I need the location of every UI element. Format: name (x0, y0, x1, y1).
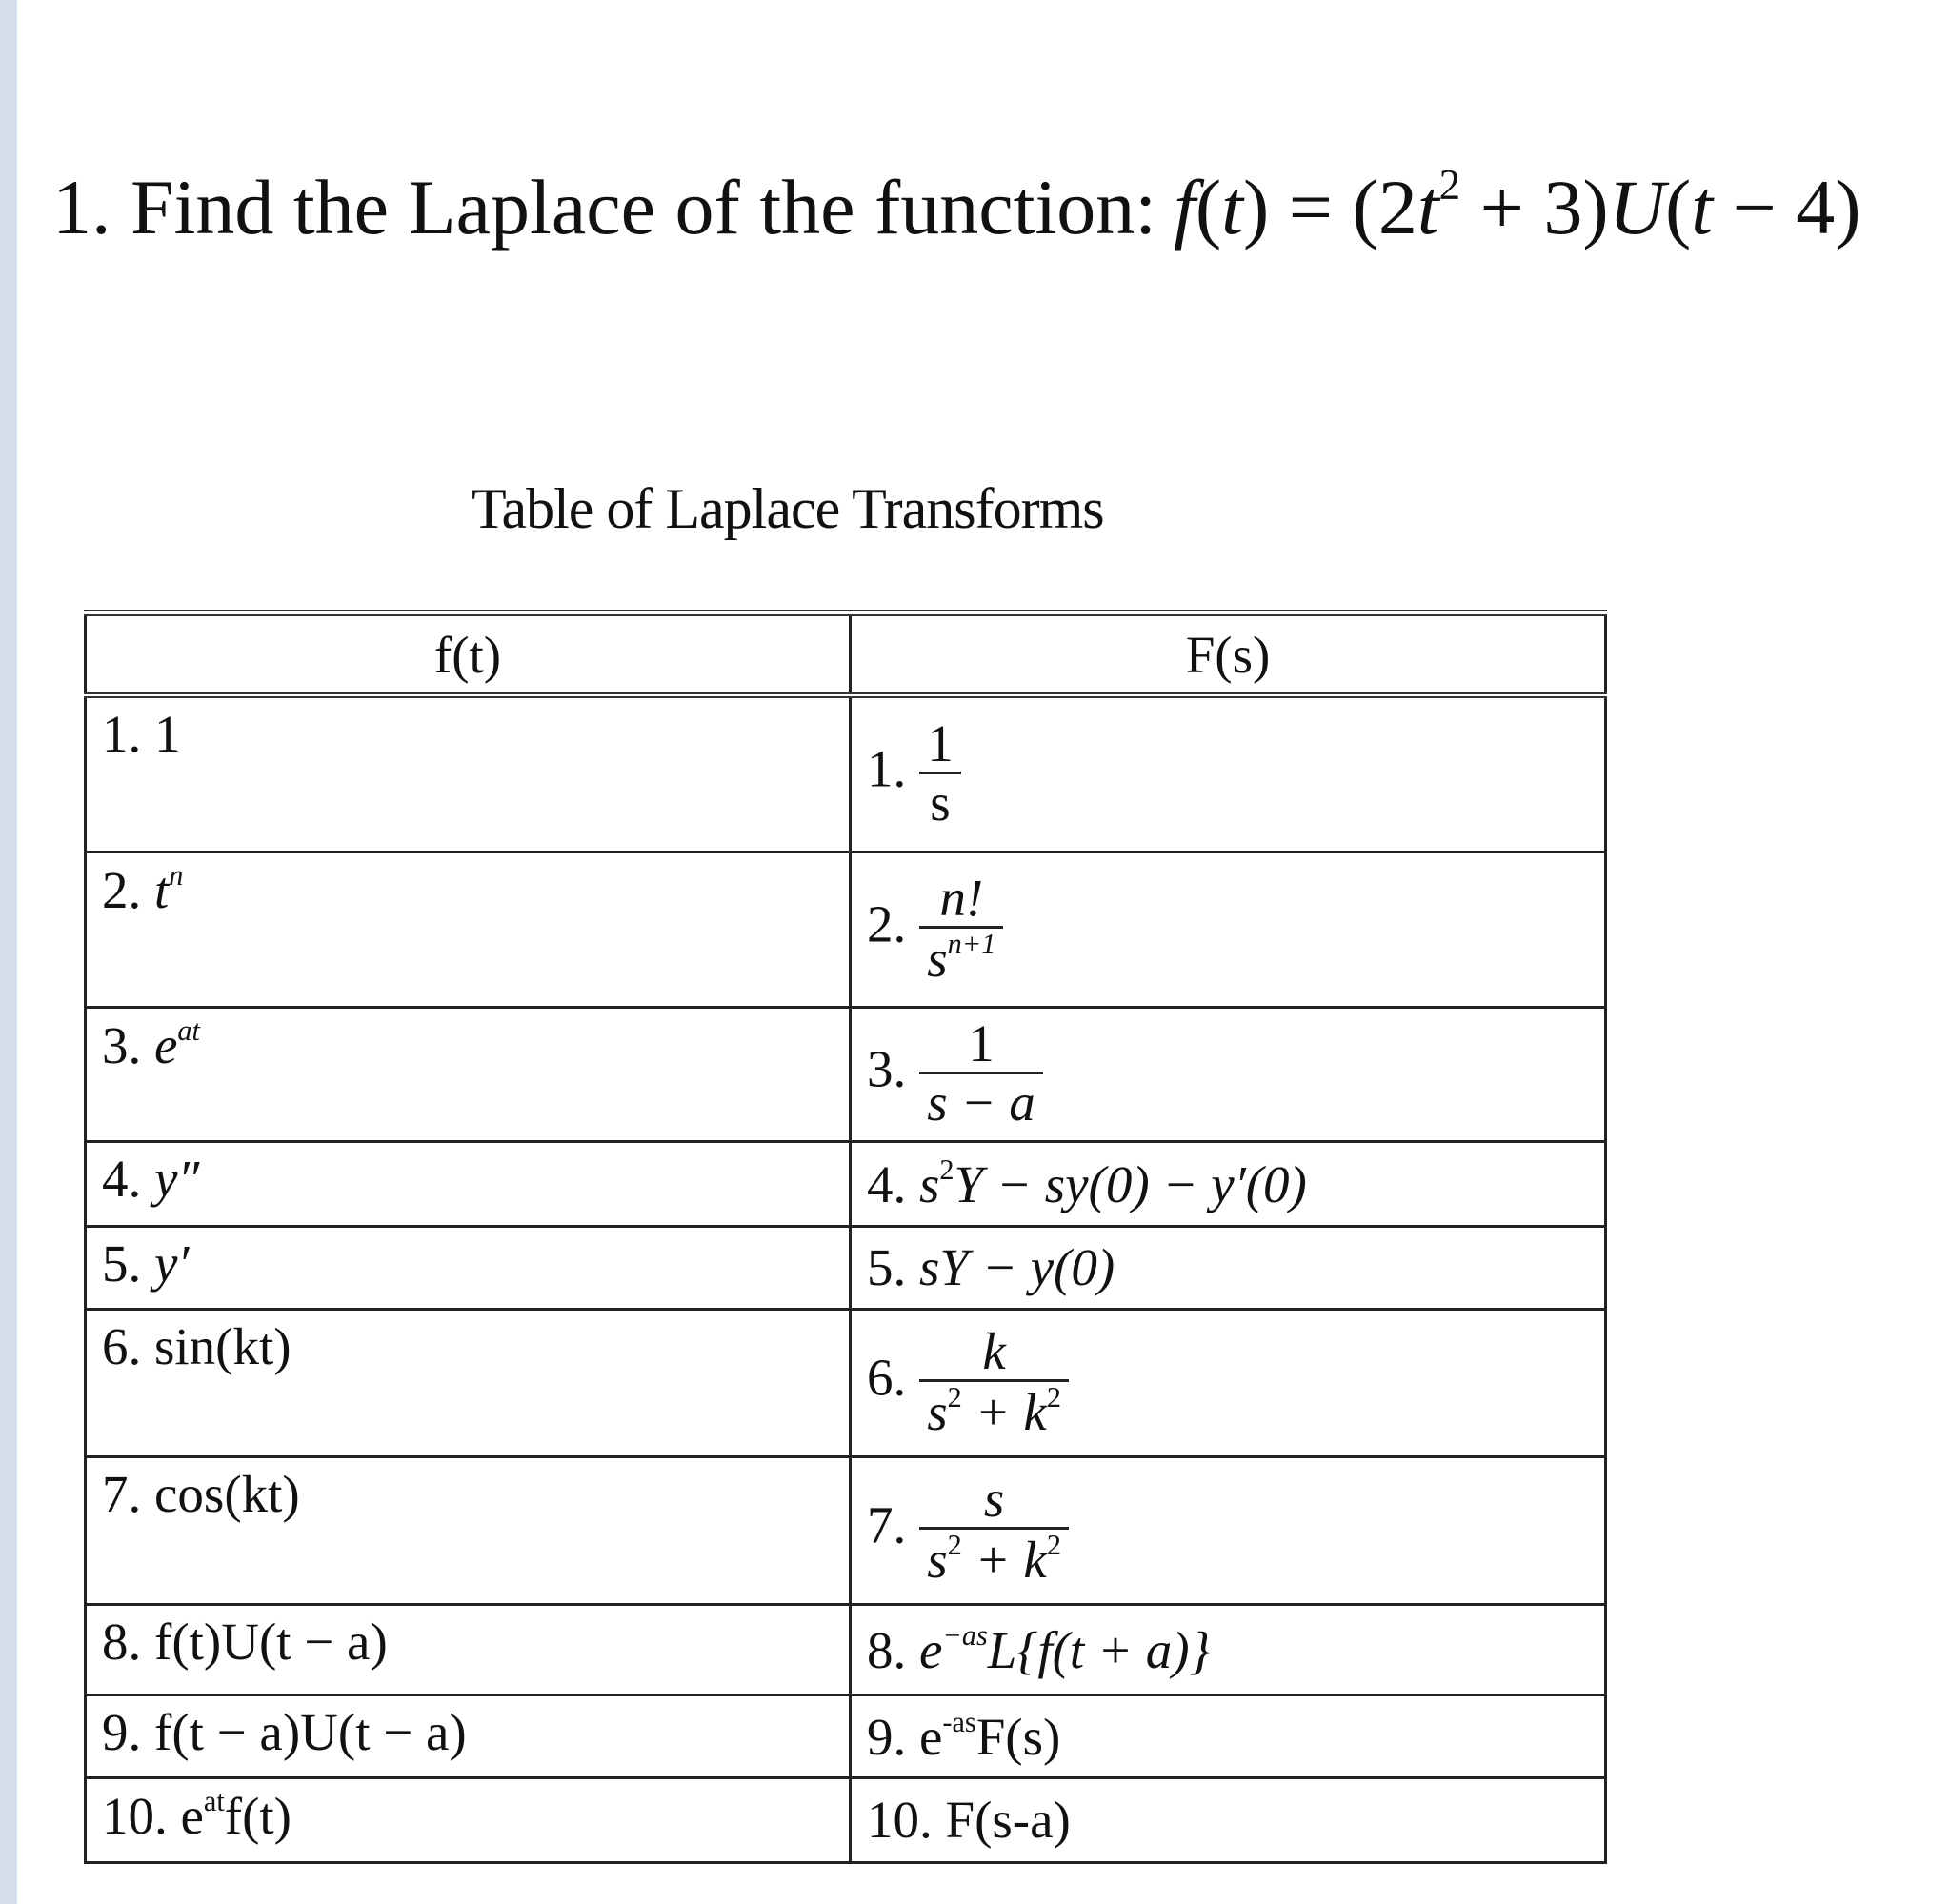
table-row (86, 1457, 1606, 1605)
table-row (86, 1695, 1606, 1778)
rhs-cell: 6. $\frac{k}{s^2 + k^2}$ (851, 1310, 1606, 1457)
fraction: $\frac{k}{s^2 + k^2}$ (919, 1324, 1069, 1441)
lhs-cell: 6. sin(kt) (86, 1310, 851, 1457)
problem-statement (52, 161, 1861, 251)
rhs-cell: 1. $\frac{1}{s}$ (851, 695, 1606, 852)
table-row (86, 1605, 1606, 1695)
rhs-cell: 8. $e^{-as}L\{f(t + a)\}$ (851, 1605, 1606, 1695)
fraction: $\frac{n!}{s^{n+1}}$ (919, 871, 1003, 988)
lhs-cell: 4. y″ (86, 1142, 851, 1227)
table-row (86, 1310, 1606, 1457)
rhs-cell: 9. $e^{-as}F(s)$ (851, 1695, 1606, 1778)
rhs-cell: 7. $\frac{s}{s^2 + k^2}$ (851, 1457, 1606, 1605)
rhs-cell: 3. $\frac{1}{s - a}$ (851, 1008, 1606, 1142)
table-title: Table of Laplace Transforms (472, 477, 1104, 540)
problem-function: $f(t) = (2t^2 + 3)U(t - 4)$ (1174, 161, 1861, 251)
rhs-cell: 5. sY − y(0) (851, 1227, 1606, 1310)
problem-label: 1. Find the Laplace of the function: (52, 164, 1157, 251)
lhs-cell: 3. $e^{at}$ (86, 1008, 851, 1142)
rhs-cell: 2. $\frac{n!}{s^{n+1}}$ (851, 852, 1606, 1008)
table-row (86, 695, 1606, 852)
header-fs: F(s) (851, 613, 1606, 696)
table-row (86, 852, 1606, 1008)
lhs-cell: 1. 1 (86, 695, 851, 852)
fraction: $\frac{1}{s - a}$ (919, 1016, 1043, 1132)
fraction: $\frac{s}{s^2 + k^2}$ (919, 1472, 1069, 1589)
table-row (86, 1142, 1606, 1227)
table-row (86, 1778, 1606, 1863)
fraction: $\frac{1}{s}$ (919, 716, 961, 832)
table-header-row (86, 613, 1606, 696)
header-ft: f(t) (86, 613, 851, 696)
lhs-cell: 5. y′ (86, 1227, 851, 1310)
left-edge-strip (0, 0, 17, 1904)
lhs-cell: 2. $t^n$ (86, 852, 851, 1008)
rhs-cell: 4. $s^2Y - sy(0) - y'(0)$ (851, 1142, 1606, 1227)
laplace-table (84, 610, 1607, 1864)
lhs-cell: 7. cos(kt) (86, 1457, 851, 1605)
rhs-cell: 10. F(s-a) (851, 1778, 1606, 1863)
lhs-cell: 8. f(t)U(t − a) (86, 1605, 851, 1695)
lhs-cell: 10. $e^{at}f(t)$ (86, 1778, 851, 1863)
table-row (86, 1227, 1606, 1310)
lhs-cell: 9. f(t − a)U(t − a) (86, 1695, 851, 1778)
table-row (86, 1008, 1606, 1142)
